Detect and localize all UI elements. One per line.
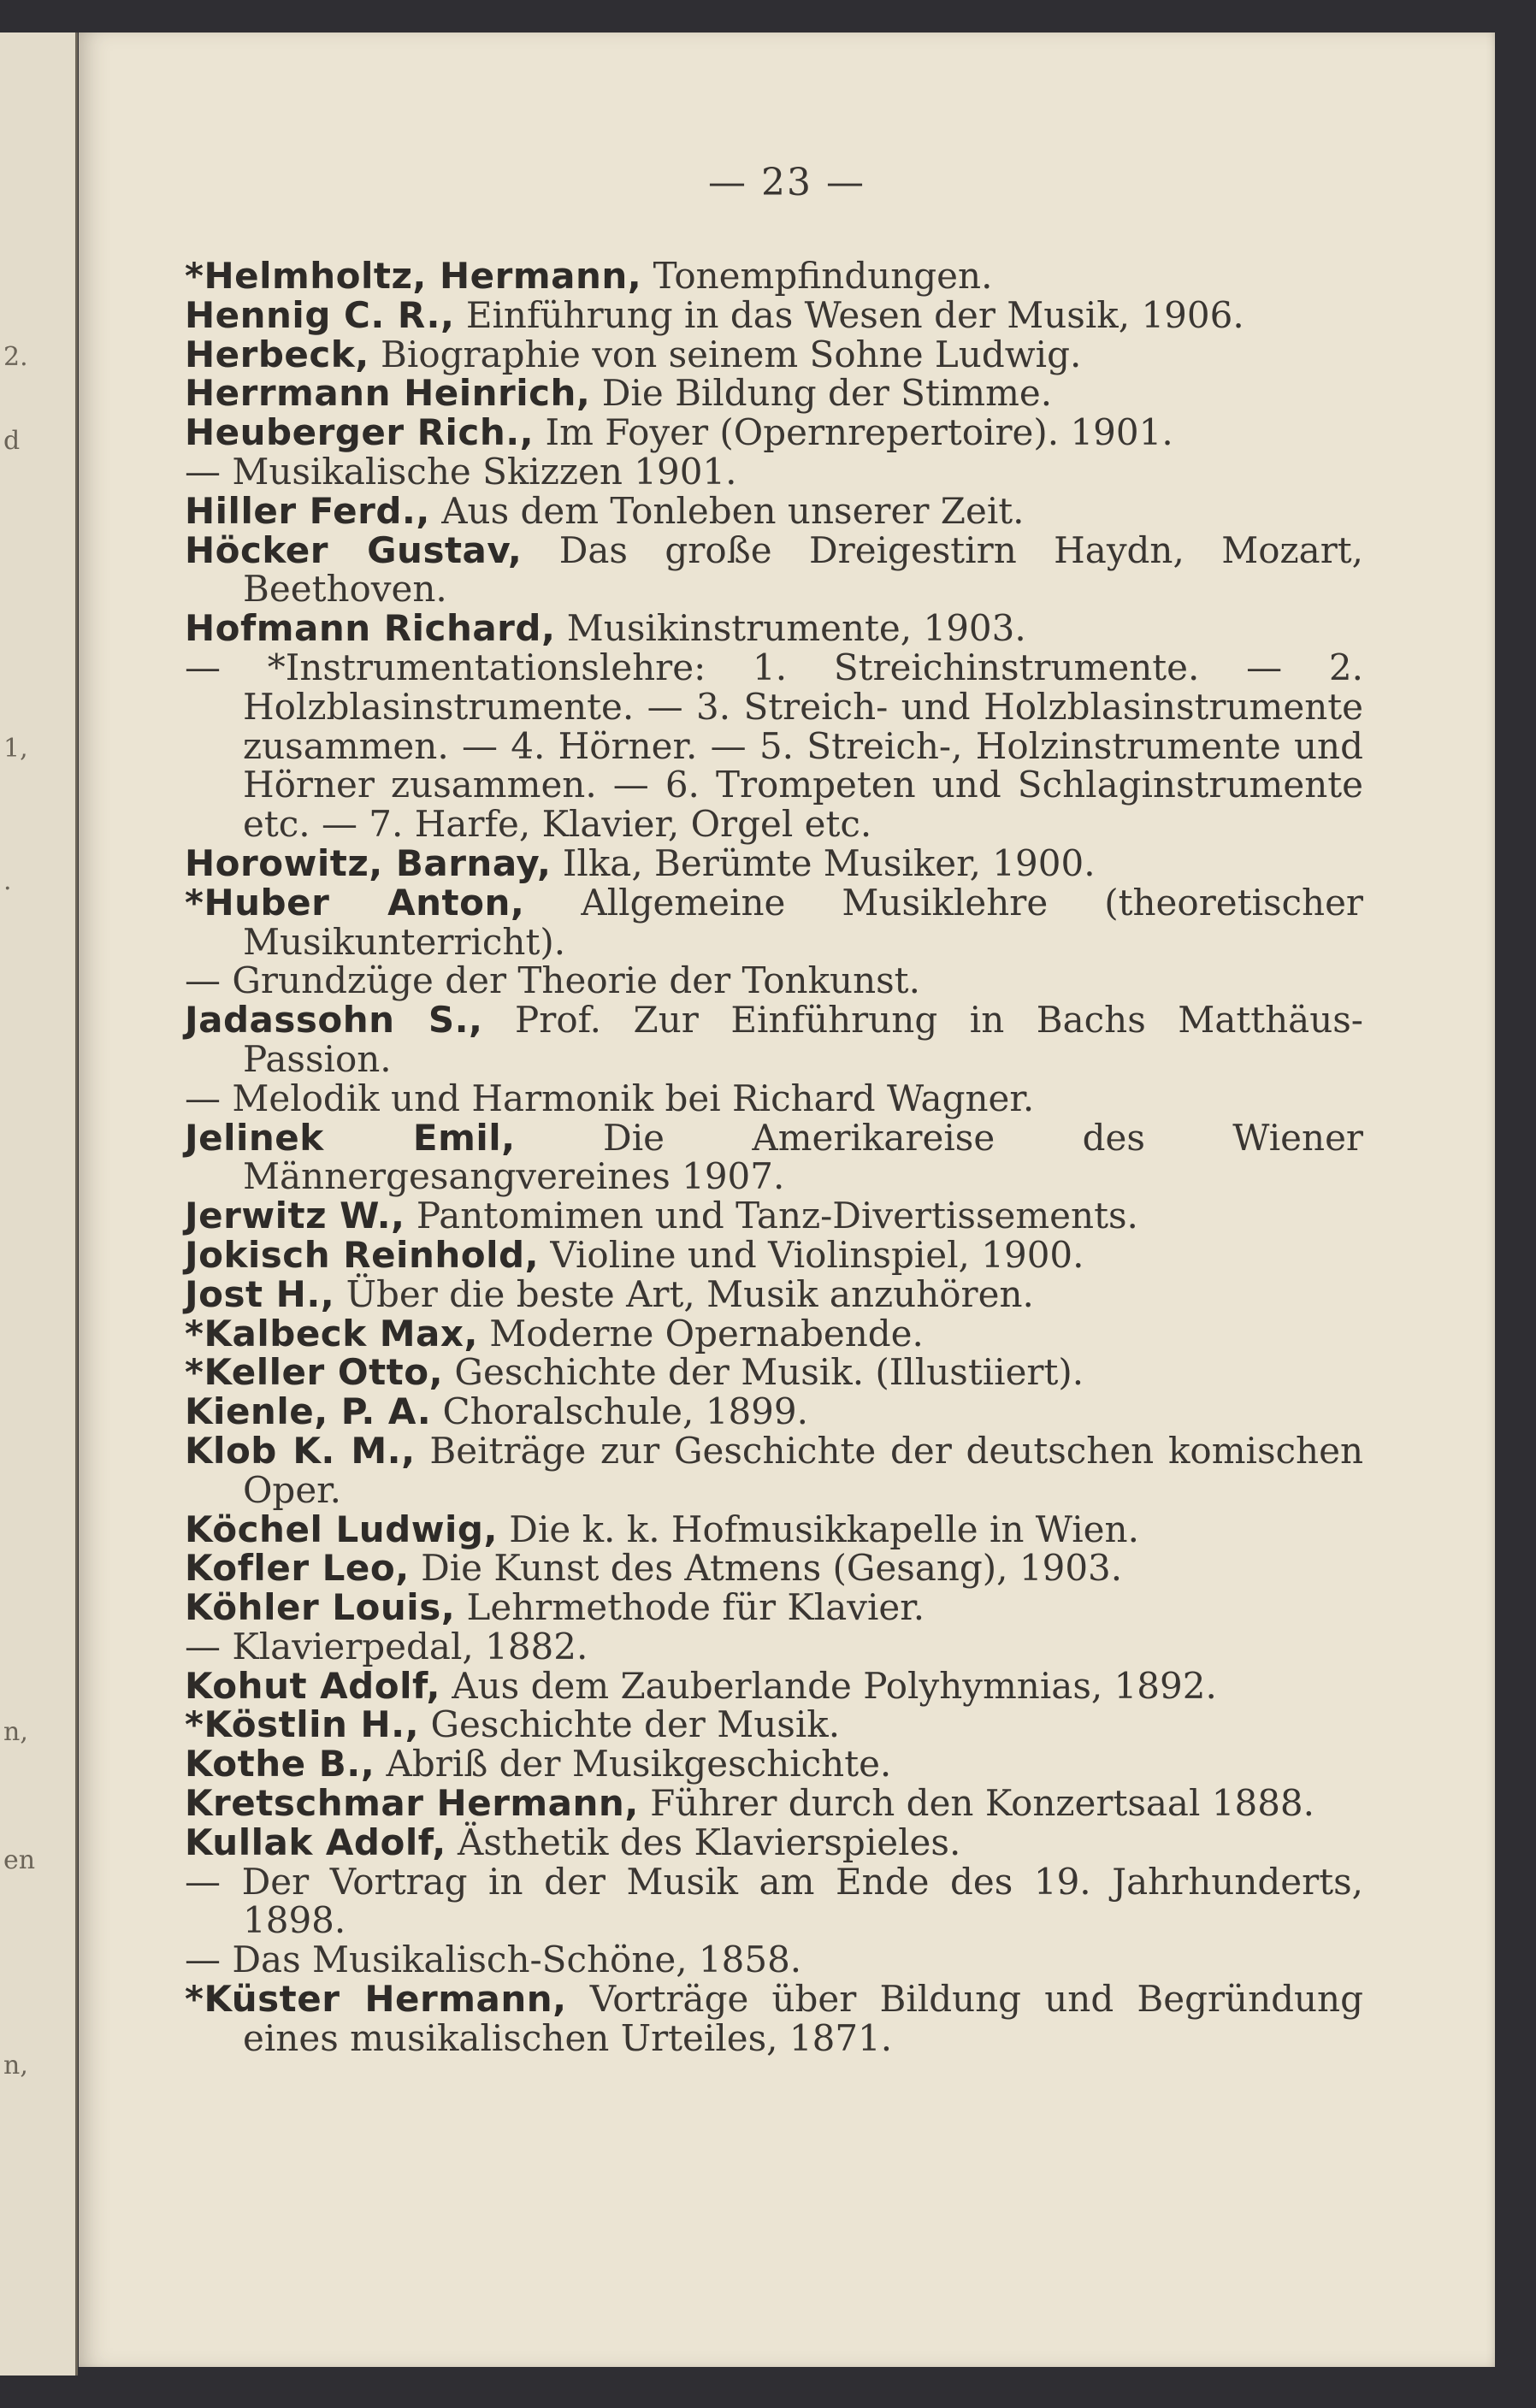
edge-fragment: en bbox=[3, 1845, 36, 1875]
list-item bbox=[185, 1118, 1363, 1197]
title-text: — Musikalische Skizzen 1901. bbox=[185, 450, 737, 493]
list-item bbox=[185, 413, 1363, 452]
title-text: Lehrmethode für Klavier. bbox=[466, 1586, 925, 1629]
list-item bbox=[185, 1079, 1363, 1118]
list-item bbox=[185, 257, 1363, 296]
edge-fragment: n, bbox=[3, 2051, 28, 2080]
list-item bbox=[185, 1549, 1363, 1588]
list-item bbox=[185, 883, 1363, 962]
list-item bbox=[185, 1353, 1363, 1392]
book-page bbox=[79, 32, 1495, 2367]
author-name: Heuberger Rich., bbox=[185, 411, 535, 454]
list-item bbox=[185, 489, 1363, 532]
title-text: Ilka, Berümte Musiker, 1900. bbox=[562, 841, 1096, 884]
list-item bbox=[185, 1233, 1363, 1276]
author-name: Herrmann Heinrich, bbox=[185, 372, 591, 415]
list-item bbox=[185, 1784, 1363, 1823]
title-text: Vorträge über Bildung und Begründung eines musikalischen Urteiles, 1871. bbox=[243, 1978, 1363, 2059]
author-name: *Huber Anton, bbox=[185, 881, 525, 924]
author-name: Hofmann Richard, bbox=[185, 607, 556, 650]
list-item bbox=[185, 1000, 1363, 1079]
title-text: Einführung in das Wesen der Musik, 1906. bbox=[465, 293, 1244, 336]
list-item bbox=[185, 374, 1363, 413]
list-item bbox=[185, 1862, 1363, 1941]
list-item bbox=[185, 609, 1363, 648]
author-name: Klob K. M., bbox=[185, 1429, 416, 1472]
title-text: Tonempfindungen. bbox=[653, 255, 993, 297]
author-name: Kothe B., bbox=[185, 1743, 375, 1785]
title-text: — Grundzüge der Theorie der Tonkunst. bbox=[185, 959, 920, 1002]
title-text: Die Bildung der Stimme. bbox=[601, 372, 1053, 415]
list-item bbox=[185, 1664, 1363, 1707]
title-text: — Das Musikalisch-Schöne, 1858. bbox=[185, 1939, 802, 1981]
author-name: *Helmholtz, Hermann, bbox=[185, 255, 642, 297]
title-text: Über die beste Art, Musik anzuhören. bbox=[346, 1272, 1034, 1315]
title-text: Violine und Violinspiel, 1900. bbox=[550, 1233, 1084, 1276]
list-item bbox=[185, 1314, 1363, 1354]
author-name: Kohut Adolf, bbox=[185, 1664, 440, 1707]
author-name: *Kalbeck Max, bbox=[185, 1312, 478, 1354]
list-item bbox=[185, 452, 1363, 492]
title-text: Choralschule, 1899. bbox=[442, 1390, 808, 1433]
title-text: Ästhetik des Klavierspieles. bbox=[458, 1821, 961, 1863]
list-item bbox=[185, 1588, 1363, 1627]
title-text: Musikinstrumente, 1903. bbox=[566, 607, 1026, 650]
edge-fragment: . bbox=[3, 866, 12, 896]
page-number: — 23 — bbox=[708, 161, 865, 204]
author-name: Horowitz, Barnay, bbox=[185, 841, 552, 884]
title-text: Moderne Opernabende. bbox=[489, 1312, 924, 1354]
title-text: — Klavierpedal, 1882. bbox=[185, 1625, 588, 1667]
list-item bbox=[185, 1272, 1363, 1315]
title-text: Die Kunst des Atmens (Gesang), 1903. bbox=[421, 1547, 1123, 1590]
title-text: — *Instrumentationslehre: 1. Streichinstrumente. — 2. Holzblasinstrumente. — 3. Streich- und Holzblasinstrumente zusammen. — 4. Hörner. — 5. Streich-, Holzinstrumente und Hörner zusammen. — 6. Trompeten und Schlaginstrumente etc. — 7. Harfe, Klavier, Orgel etc. bbox=[185, 646, 1363, 846]
author-name: Jerwitz W., bbox=[185, 1195, 405, 1237]
edge-fragment: n, bbox=[3, 1717, 28, 1747]
title-text: Aus dem Tonleben unserer Zeit. bbox=[441, 489, 1025, 532]
author-name: Herbeck, bbox=[185, 333, 369, 375]
author-name: Hennig C. R., bbox=[185, 293, 455, 336]
list-item bbox=[185, 648, 1363, 844]
author-name: *Köstlin H., bbox=[185, 1703, 420, 1746]
title-text: Führer durch den Konzertsaal 1888. bbox=[650, 1782, 1314, 1825]
edge-fragment: 1, bbox=[3, 734, 28, 764]
title-text: Das große Dreigestirn Haydn, Mozart, Beethoven. bbox=[243, 528, 1364, 611]
list-item bbox=[185, 1510, 1363, 1549]
title-text: Geschichte der Musik. bbox=[430, 1703, 841, 1746]
author-name: *Keller Otto, bbox=[185, 1351, 444, 1394]
list-item bbox=[185, 1744, 1363, 1784]
author-name: Kullak Adolf, bbox=[185, 1821, 446, 1863]
author-name: Hiller Ferd., bbox=[185, 489, 430, 532]
list-item bbox=[185, 528, 1364, 611]
title-text: Aus dem Zauberlande Polyhymnias, 1892. bbox=[452, 1664, 1217, 1707]
title-text: Die Amerikareise des Wiener Männergesangvereines 1907. bbox=[243, 1116, 1364, 1198]
list-item bbox=[185, 1980, 1363, 2058]
title-text: Allgemeine Musiklehre (theoretischer Musikunterricht). bbox=[243, 881, 1363, 963]
list-item bbox=[185, 1431, 1363, 1510]
title-text: Pantomimen und Tanz-Divertissements. bbox=[416, 1195, 1138, 1237]
list-item bbox=[185, 335, 1363, 375]
list-item bbox=[185, 1627, 1363, 1667]
author-name: Jokisch Reinhold, bbox=[185, 1233, 540, 1276]
list-item bbox=[185, 1392, 1363, 1431]
title-text: Geschichte der Musik. (Illustiiert). bbox=[454, 1351, 1084, 1394]
author-name: Kienle, P. A. bbox=[185, 1390, 432, 1433]
title-text: — Melodik und Harmonik bei Richard Wagner. bbox=[185, 1077, 1035, 1119]
title-text: Biographie von seinem Sohne Ludwig. bbox=[381, 333, 1082, 375]
list-item bbox=[185, 1705, 1363, 1744]
author-name: Jadassohn S., bbox=[185, 999, 483, 1042]
facing-page-edge bbox=[0, 32, 78, 2376]
author-name: Köhler Louis, bbox=[185, 1586, 456, 1629]
title-text: Die k. k. Hofmusikkapelle in Wien. bbox=[509, 1508, 1139, 1550]
list-item bbox=[185, 1823, 1363, 1862]
title-text: Beiträge zur Geschichte der deutschen komischen Oper. bbox=[243, 1429, 1363, 1511]
edge-fragment: d bbox=[3, 426, 21, 456]
author-name: Höcker Gustav, bbox=[185, 528, 523, 571]
author-name: Kretschmar Hermann, bbox=[185, 1782, 639, 1825]
list-item bbox=[185, 841, 1363, 884]
author-name: Jost H., bbox=[185, 1272, 335, 1315]
title-text: — Der Vortrag in der Musik am Ende des 19. Jahrhunderts, 1898. bbox=[185, 1860, 1363, 1942]
edge-fragment: 2. bbox=[3, 342, 28, 372]
author-name: Kofler Leo, bbox=[185, 1547, 410, 1590]
list-item bbox=[185, 1196, 1363, 1236]
author-name: *Küster Hermann, bbox=[185, 1978, 567, 2021]
author-name: Jelinek Emil, bbox=[185, 1116, 516, 1159]
list-item bbox=[185, 293, 1363, 336]
title-text: Abriß der Musikgeschichte. bbox=[386, 1743, 892, 1785]
list-item bbox=[185, 1940, 1363, 1980]
title-text: Im Foyer (Opernrepertoire). 1901. bbox=[545, 411, 1173, 454]
author-name: Köchel Ludwig, bbox=[185, 1508, 498, 1550]
list-item bbox=[185, 961, 1363, 1000]
title-text: Prof. Zur Einführung in Bachs Matthäus-Passion. bbox=[243, 999, 1363, 1080]
bibliography-list bbox=[185, 257, 1363, 2058]
